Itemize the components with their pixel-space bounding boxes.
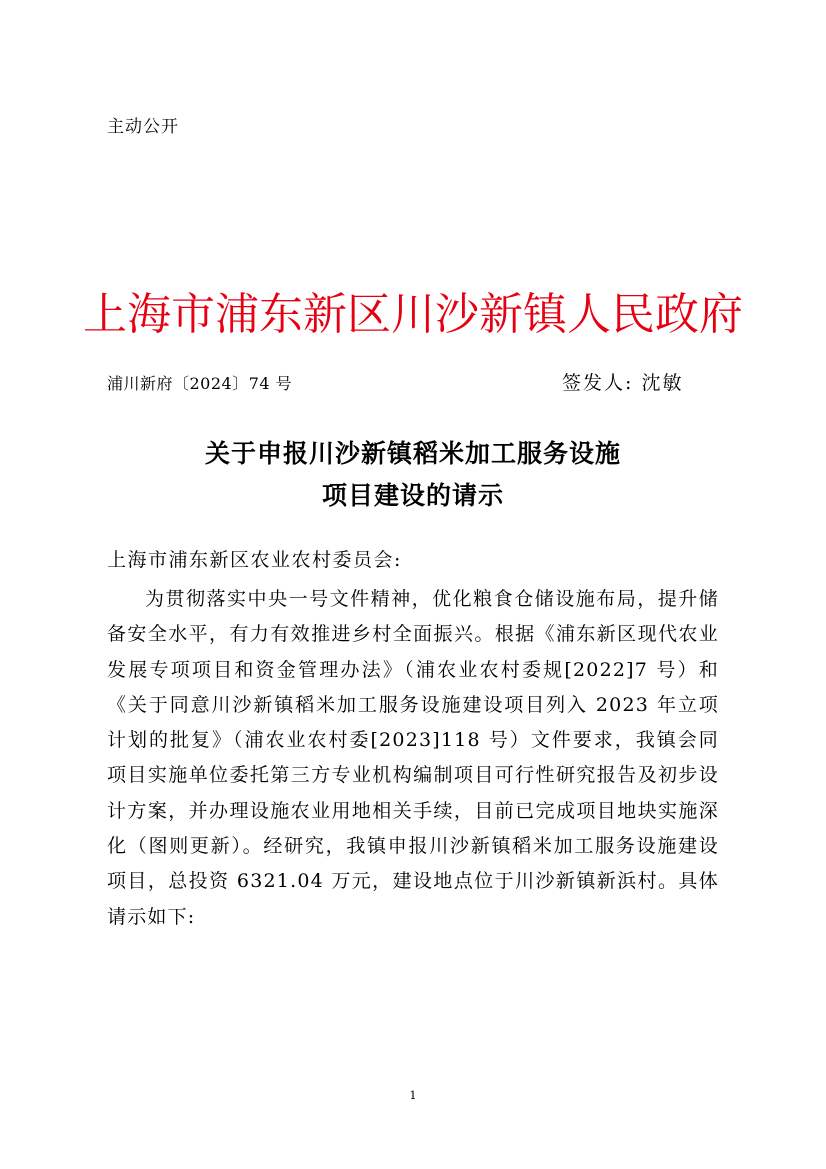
document-number: 浦川新府〔2024〕74 号 [107,374,293,393]
recipient: 上海市浦东新区农业农村委员会: [107,549,402,571]
title-line-2: 项目建设的请示 [321,481,504,510]
document-title [0,433,826,517]
issuer-header: 上海市浦东新区川沙新镇人民政府 [83,289,743,340]
disclosure-label: 主动公开 [107,117,179,137]
body-paragraph: 为贯彻落实中央一号文件精神，优化粮食仓储设施布局，提升储备安全水平，有力有效推进乡村全面振兴。根据《浦东新区现代农业发展专项项目和资金管理办法》（浦农业农村委规[2022]7 号）和《关于同意川沙新镇稻米加工服务设施建设项目列入 2023 年立项计划的批复》（浦农业农村委[2023]118 号）文件要求，我镇会同项目实施单位委托第三方专业机构编制项目可行性研究报告及初步设计方案，并办理设施农业用地相关手续，目前已完成项目地块实施深化（图则更新）。经研究，我镇申报川沙新镇稻米加工服务设施建设项目，总投资 6321.04 万元，建设地点位于川沙新镇新浜村。具体请示如下: [107,588,719,928]
page-number: 1 [409,1089,417,1102]
title-line-1: 关于申报川沙新镇稻米加工服务设施 [204,439,621,468]
signer: 签发人: 沈敏 [562,372,684,394]
